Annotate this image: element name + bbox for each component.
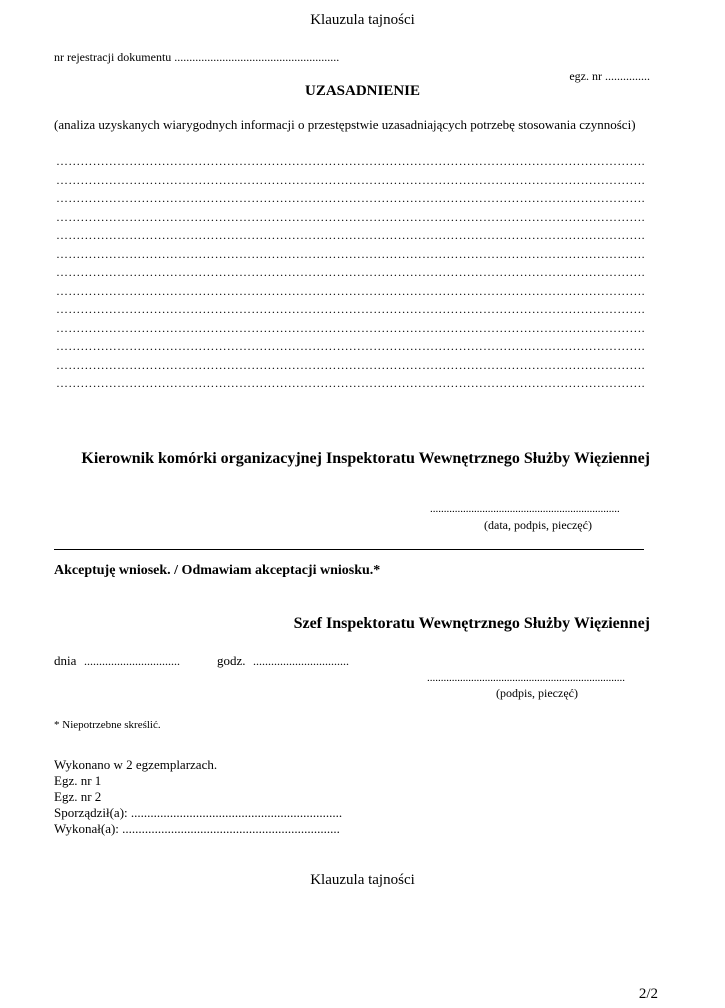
copies-statement: Wykonano w 2 egzemplarzach.: [54, 757, 218, 772]
time-label: godz.: [217, 653, 246, 668]
justification-line: ……………………………………………………………………………………………………………………………….: [56, 265, 645, 279]
justification-line: ……………………………………………………………………………………………………………………………….: [56, 191, 645, 205]
classification-footer: Klauzula tajności: [310, 872, 415, 888]
footnote: * Niepotrzebne skreślić.: [54, 719, 161, 731]
chief-signature-line: ........................................................................: [427, 672, 625, 684]
executed-by-line: Wykonał(a): ...................................................................: [54, 821, 340, 836]
justification-line: ……………………………………………………………………………………………………………………………….: [56, 246, 645, 261]
date-field: ................................: [84, 654, 180, 668]
prepared-by-line: Sporządził(a): .................................................................: [54, 805, 343, 820]
section-divider: [54, 549, 644, 550]
date-label: dnia: [54, 653, 77, 668]
page-number: 2/2: [638, 986, 658, 1002]
justification-line: ……………………………………………………………………………………………………………………………….: [56, 154, 645, 168]
head-signature-line: .....................................................................: [430, 503, 620, 515]
document-subtitle: (analiza uzyskanych wiarygodnych informacji o przestępstwie uzasadniających potrzebę stosowania czynności): [54, 117, 636, 132]
copy-2-line: Egz. nr 2: [54, 789, 102, 804]
justification-line: ……………………………………………………………………………………………………………………………….: [56, 172, 645, 187]
registration-number-field: nr rejestracji dokumentu .......................................................: [54, 50, 340, 64]
justification-line: ……………………………………………………………………………………………………………………………….: [56, 283, 645, 298]
time-field: ................................: [253, 654, 349, 668]
head-of-unit-title: Kierownik komórki organizacyjnej Inspektoratu Wewnętrznego Służby Więziennej: [81, 450, 650, 467]
justification-line: ……………………………………………………………………………………………………………………………….: [56, 209, 645, 224]
head-signature-label: (data, podpis, pieczęć): [484, 518, 592, 532]
acceptance-statement: Akceptuję wniosek. / Odmawiam akceptacji wniosku.*: [54, 563, 381, 578]
copy-1-line: Egz. nr 1: [54, 773, 102, 788]
justification-line: ……………………………………………………………………………………………………………………………….: [56, 228, 645, 242]
justification-line: ……………………………………………………………………………………………………………………………….: [56, 376, 645, 390]
justification-line: ……………………………………………………………………………………………………………………………….: [56, 320, 645, 335]
classification-header: Klauzula tajności: [310, 12, 415, 28]
justification-line: ……………………………………………………………………………………………………………………………….: [56, 339, 645, 353]
chief-title: Szef Inspektoratu Wewnętrznego Służby Więziennej: [293, 615, 650, 632]
chief-signature-label: (podpis, pieczęć): [496, 686, 578, 700]
justification-line: ……………………………………………………………………………………………………………………………….: [56, 302, 645, 316]
copy-number-field: egz. nr ...............: [569, 69, 650, 83]
justification-line: ……………………………………………………………………………………………………………………………….: [56, 357, 645, 372]
document-title: UZASADNIENIE: [304, 83, 421, 99]
